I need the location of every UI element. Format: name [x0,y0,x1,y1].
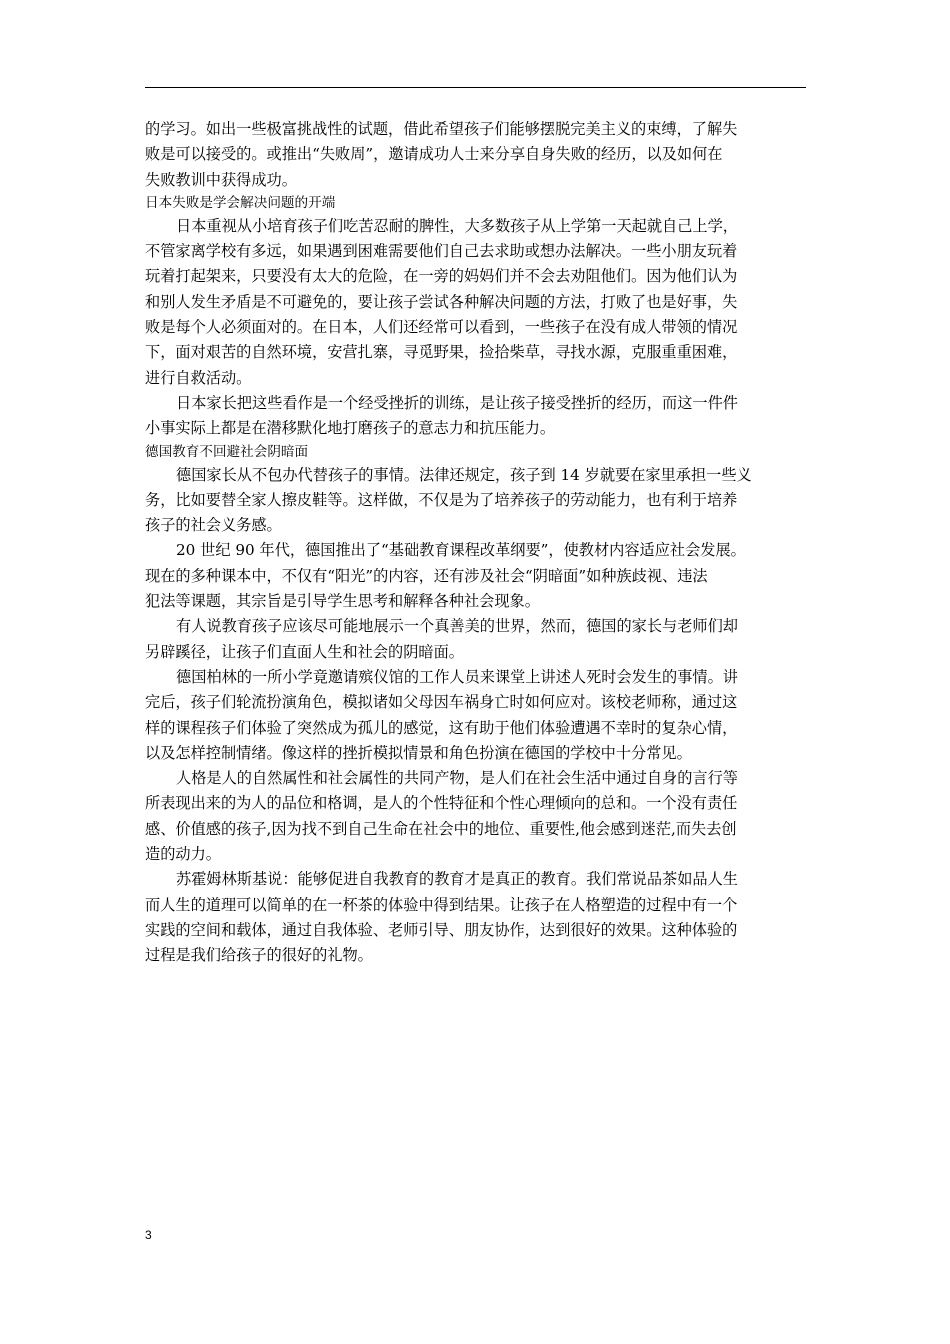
section-heading-japan: 日本失败是学会解决问题的开端 [145,194,336,211]
text-line: 有人说教育孩子应该尽可能地展示一个真善美的世界，然而，德国的家长与老师们却 [176,617,738,636]
text-line: 小事实际上都是在潜移默化地打磨孩子的意志力和抗压能力。 [145,419,556,438]
text-line: 下，面对艰苦的自然环境，安营扎寨，寻觅野果，捡拾柴草，寻找水源，克服重重困难， [145,343,738,362]
text-line: 的学习。如出一些极富挑战性的试题，借此希望孩子们能够摆脱完美主义的束缚，了解失 [145,120,738,138]
japan-paragraph-2 [145,391,806,442]
text-line: 而人生的道理可以简单的在一杯茶的体验中得到结果。让孩子在人格塑造的过程中有一个 [145,895,738,914]
text-line: 日本重视从小培育孩子们吃苦忍耐的脾性，大多数孩子从上学第一天起就自己上学， [176,216,738,235]
text-line: 孩子的社会义务感。 [145,516,282,535]
text-line: 20 世纪 90 年代，德国推出了“基础教育课程改革纲要”，使教材内容适应社会发展。 [176,541,746,560]
text-line: 德国柏林的一所小学竟邀请殡仪馆的工作人员来课堂上讲述人死时会发生的事情。讲 [176,667,738,686]
text-line: 苏霍姆林斯基说：能够促进自我教育的教育才是真正的教育。我们常说品茶如品人生 [176,870,738,889]
germany-paragraph-2 [145,538,806,614]
text-line: 失败教训中获得成功。 [145,170,297,189]
text-line: 实践的空间和载体，通过自我体验、老师引导、朋友协作，达到很好的效果。这种体验的 [145,920,738,939]
text-line: 完后，孩子们轮流扮演角色，模拟诸如父母因车祸身亡时如何应对。该校老师称，通过这 [145,693,738,712]
personality-paragraph [145,766,806,867]
text-line: 犯法等课题，其宗旨是引导学生思考和解释各种社会现象。 [145,592,540,611]
text-line: 另辟蹊径，让孩子们直面人生和社会的阴暗面。 [145,642,464,661]
text-line: 和别人发生矛盾是不可避免的，要让孩子尝试各种解决问题的方法，打败了也是好事，失 [145,292,738,311]
text-line: 以及怎样控制情绪。像这样的挫折模拟情景和角色扮演在德国的学校中十分常见。 [145,743,692,762]
header-rule [145,87,806,88]
text-line: 所表现出来的为人的品位和格调，是人的个性特征和个性心理倾向的总和。一个没有责任 [145,794,738,813]
text-line: 样的课程孩子们体验了突然成为孤儿的感觉，这有助于他们体验遭遇不幸时的复杂心情， [145,718,738,737]
text-line: 过程是我们给孩子的很好的礼物。 [145,946,373,965]
germany-paragraph-1 [145,463,806,539]
text-line: 不管家离学校有多远，如果遇到困难需要他们自己去求助或想办法解决。一些小朋友玩着 [145,242,738,261]
text-line: 感、价值感的孩子,因为找不到自己生命在社会中的地位、重要性,他会感到迷茫,而失去创 [145,819,737,838]
japan-paragraph-1 [145,214,806,391]
text-line: 德国家长从不包办代替孩子的事情。法律还规定，孩子到 14 岁就要在家里承担一些义 [176,465,752,484]
text-line: 败是每个人必须面对的。在日本，人们还经常可以看到，一些孩子在没有成人带领的情况 [145,318,738,337]
germany-paragraph-4 [145,665,806,766]
text-line: 日本家长把这些看作是一个经受挫折的训练，是让孩子接受挫折的经历，而这一件件 [176,393,738,412]
page-number: 3 [145,1228,152,1242]
text-line: 务，比如要替全家人擦皮鞋等。这样做，不仅是为了培养孩子的劳动能力，也有利于培养 [145,490,738,509]
text-line: 现在的多种课本中，不仅有“阳光”的内容，还有涉及社会“阴暗面”如种族歧视、违法 [145,566,708,585]
text-line: 造的动力。 [145,845,221,864]
text-line: 进行自救活动。 [145,368,252,387]
document-body [145,117,806,969]
intro-paragraph [145,117,806,193]
text-line: 人格是人的自然属性和社会属性的共同产物，是人们在社会生活中通过自身的言行等 [176,769,738,788]
text-line: 败是可以接受的。或推出“失败周”，邀请成功人士来分享自身失败的经历，以及如何在 [145,145,723,164]
germany-paragraph-3 [145,614,806,665]
closing-paragraph [145,867,806,968]
text-line: 玩着打起架来，只要没有太大的危险，在一旁的妈妈们并不会去劝阻他们。因为他们认为 [145,267,738,286]
section-heading-germany: 德国教育不回避社会阴暗面 [145,443,309,460]
